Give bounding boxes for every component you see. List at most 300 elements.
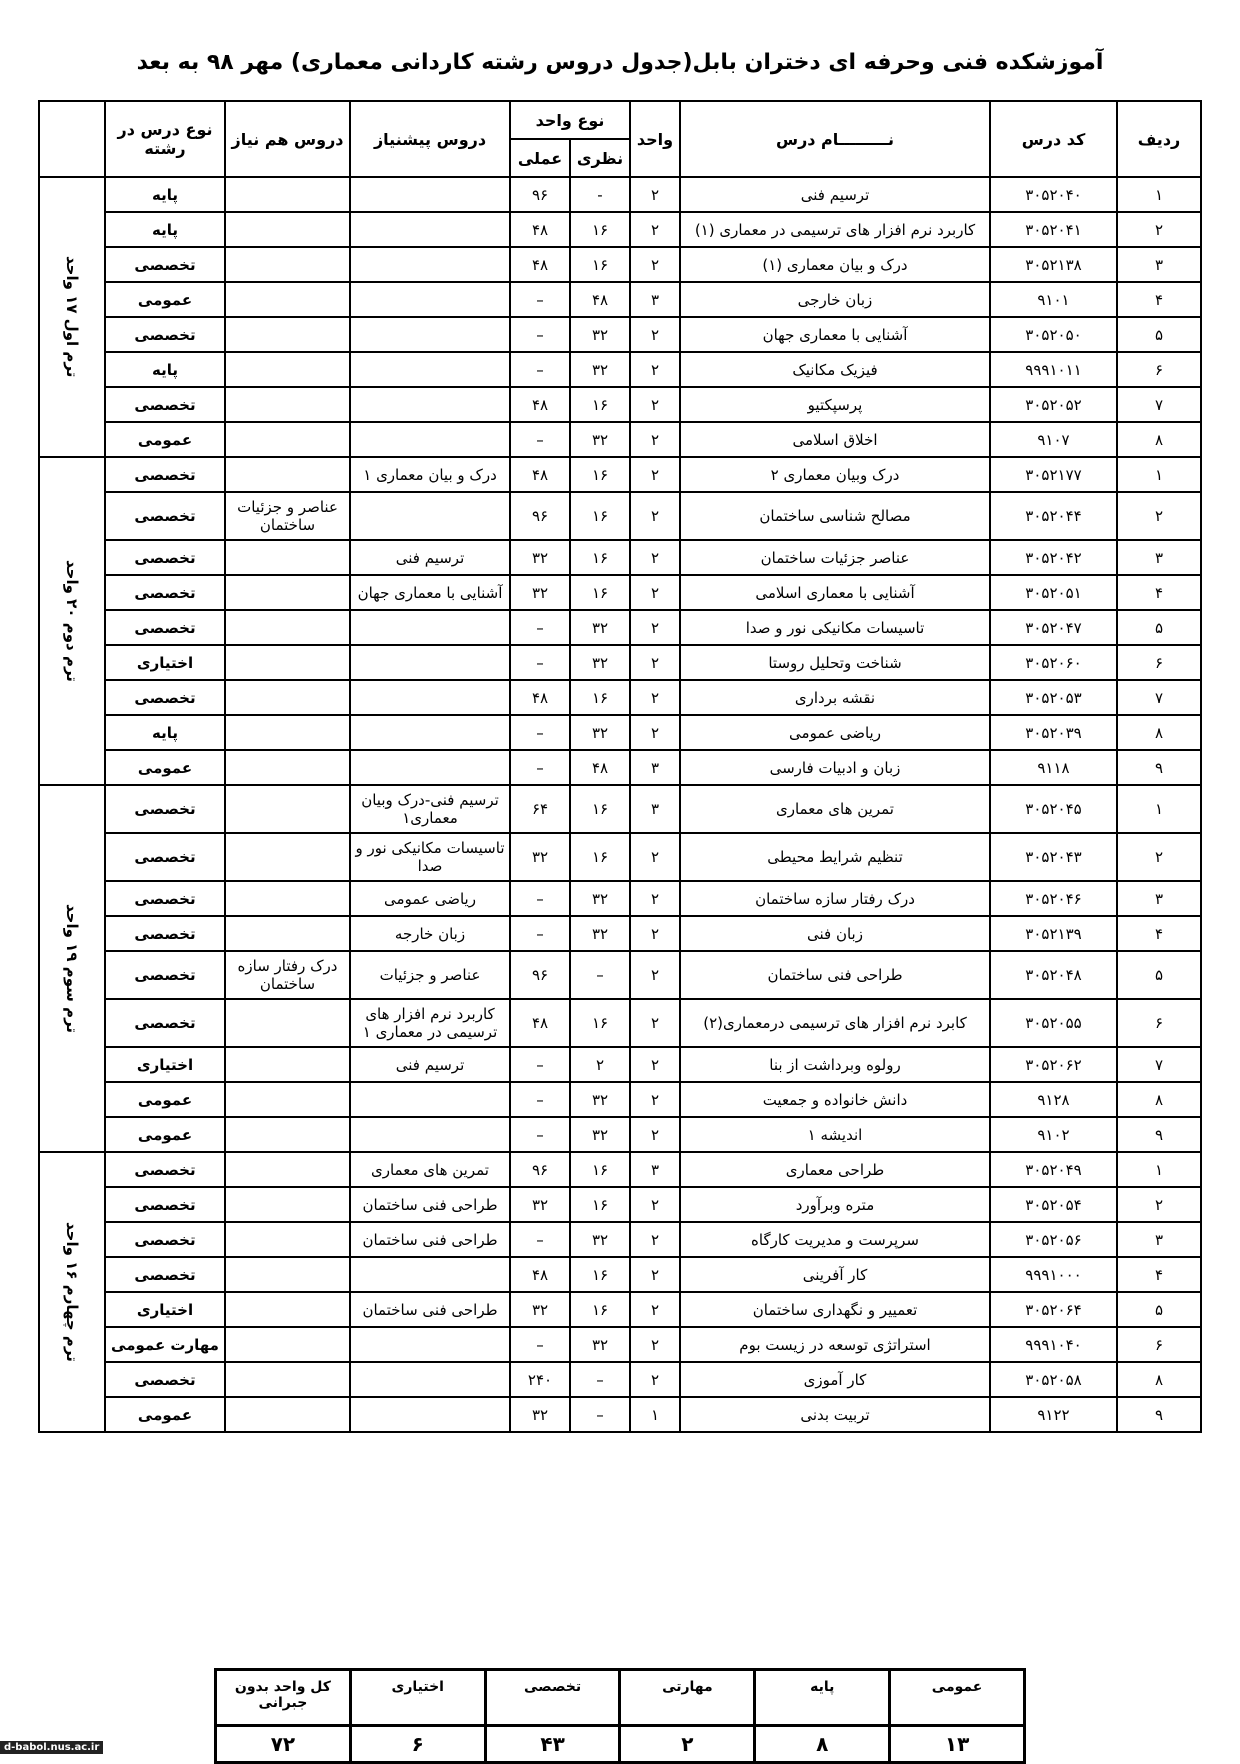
course-type-cell: اختیاری: [105, 645, 225, 680]
row-number-cell: ۲: [1117, 492, 1201, 540]
term-label: ترم سوم ۱۹ واحد: [63, 903, 81, 1034]
units-cell: ۲: [630, 540, 680, 575]
practical-hours-cell: ۴۸: [510, 212, 570, 247]
row-number-cell: ۶: [1117, 1327, 1201, 1362]
course-name-cell: دانش خانواده و جمعیت: [680, 1082, 990, 1117]
table-row: [39, 1117, 1201, 1152]
row-number-cell: ۳: [1117, 1222, 1201, 1257]
site-badge: d-babol.nus.ac.ir: [0, 1741, 103, 1754]
practical-hours-cell: ۴۸: [510, 387, 570, 422]
units-cell: ۲: [630, 1327, 680, 1362]
course-name-cell: ترسیم فنی: [680, 177, 990, 212]
corequisite-cell: [225, 833, 350, 881]
practical-hours-cell: –: [510, 610, 570, 645]
course-name-cell: اندیشه ۱: [680, 1117, 990, 1152]
course-type-cell: پایه: [105, 352, 225, 387]
theory-hours-cell: ۳۲: [570, 422, 630, 457]
practical-hours-cell: –: [510, 1327, 570, 1362]
row-number-cell: ۵: [1117, 610, 1201, 645]
prerequisite-cell: کاربرد نرم افزار های ترسیمی در معماری ۱: [350, 999, 510, 1047]
row-number-cell: ۵: [1117, 951, 1201, 999]
course-name-cell: کابرد نرم افزار های ترسیمی درمعماری(۲): [680, 999, 990, 1047]
row-number-cell: ۳: [1117, 540, 1201, 575]
table-row: [39, 247, 1201, 282]
course-name-cell: اخلاق اسلامی: [680, 422, 990, 457]
corequisite-cell: [225, 282, 350, 317]
prerequisite-cell: طراحی فنی ساختمان: [350, 1292, 510, 1327]
table-row: [39, 833, 1201, 881]
course-code-cell: ۳۰۵۲۰۵۵: [990, 999, 1117, 1047]
theory-hours-cell: ۱۶: [570, 540, 630, 575]
units-cell: ۲: [630, 715, 680, 750]
course-name-cell: درک رفتار سازه ساختمان: [680, 881, 990, 916]
course-code-cell: ۹۱۲۸: [990, 1082, 1117, 1117]
practical-hours-cell: ۹۶: [510, 1152, 570, 1187]
course-name-cell: زبان خارجی: [680, 282, 990, 317]
table-row: [39, 916, 1201, 951]
row-number-cell: ۹: [1117, 1117, 1201, 1152]
row-number-cell: ۵: [1117, 317, 1201, 352]
prerequisite-cell: [350, 1362, 510, 1397]
corequisite-cell: [225, 1257, 350, 1292]
practical-hours-cell: –: [510, 317, 570, 352]
course-type-cell: تخصصی: [105, 1187, 225, 1222]
theory-hours-cell: ۳۲: [570, 317, 630, 352]
table-row: [39, 282, 1201, 317]
course-code-cell: ۳۰۵۲۰۵۱: [990, 575, 1117, 610]
summary-label: تخصصی: [485, 1670, 620, 1726]
table-row: [39, 1222, 1201, 1257]
table-row: [39, 881, 1201, 916]
corequisite-cell: [225, 457, 350, 492]
course-name-cell: طراحی معماری: [680, 1152, 990, 1187]
corequisite-cell: [225, 1327, 350, 1362]
row-number-cell: ۷: [1117, 680, 1201, 715]
row-number-cell: ۲: [1117, 833, 1201, 881]
corequisite-cell: [225, 1187, 350, 1222]
corequisite-cell: [225, 1362, 350, 1397]
course-type-cell: پایه: [105, 177, 225, 212]
row-number-cell: ۱: [1117, 177, 1201, 212]
theory-hours-cell: ۳۲: [570, 352, 630, 387]
summary-value: ۴۳: [485, 1726, 620, 1763]
practical-hours-cell: ۴۸: [510, 1257, 570, 1292]
units-cell: ۲: [630, 352, 680, 387]
course-code-cell: ۳۰۵۲۰۴۰: [990, 177, 1117, 212]
course-table: [38, 100, 1202, 1433]
theory-hours-cell: ۱۶: [570, 1152, 630, 1187]
practical-hours-cell: ۳۲: [510, 833, 570, 881]
row-number-cell: ۴: [1117, 282, 1201, 317]
course-type-cell: تخصصی: [105, 1152, 225, 1187]
course-code-cell: ۹۹۹۱۰۴۰: [990, 1327, 1117, 1362]
row-number-cell: ۴: [1117, 916, 1201, 951]
header-prereq: دروس پیشنیاز: [350, 101, 510, 177]
course-type-cell: تخصصی: [105, 951, 225, 999]
course-type-cell: تخصصی: [105, 1222, 225, 1257]
course-type-cell: عمومی: [105, 1117, 225, 1152]
course-name-cell: تنظیم شرایط محیطی: [680, 833, 990, 881]
course-name-cell: عناصر جزئیات ساختمان: [680, 540, 990, 575]
corequisite-cell: [225, 387, 350, 422]
course-name-cell: زبان و ادبیات فارسی: [680, 750, 990, 785]
units-cell: ۲: [630, 177, 680, 212]
units-cell: ۲: [630, 317, 680, 352]
corequisite-cell: درک رفتار سازه ساختمان: [225, 951, 350, 999]
practical-hours-cell: –: [510, 645, 570, 680]
units-cell: ۲: [630, 680, 680, 715]
term-label-cell: [39, 457, 105, 785]
units-cell: ۲: [630, 422, 680, 457]
header-practical: عملی: [510, 139, 570, 177]
table-row: [39, 610, 1201, 645]
table-row: [39, 999, 1201, 1047]
practical-hours-cell: –: [510, 750, 570, 785]
units-cell: ۲: [630, 1257, 680, 1292]
course-name-cell: آشنایی با معماری اسلامی: [680, 575, 990, 610]
corequisite-cell: [225, 1047, 350, 1082]
row-number-cell: ۳: [1117, 881, 1201, 916]
theory-hours-cell: –: [570, 1362, 630, 1397]
practical-hours-cell: –: [510, 916, 570, 951]
theory-hours-cell: –: [570, 1397, 630, 1432]
row-number-cell: ۲: [1117, 212, 1201, 247]
prerequisite-cell: ترسیم فنی: [350, 540, 510, 575]
course-type-cell: تخصصی: [105, 540, 225, 575]
course-type-cell: تخصصی: [105, 387, 225, 422]
table-row: [39, 1257, 1201, 1292]
theory-hours-cell: ۱۶: [570, 387, 630, 422]
course-code-cell: ۳۰۵۲۱۳۹: [990, 916, 1117, 951]
course-type-cell: تخصصی: [105, 610, 225, 645]
summary-value: ۱۳: [890, 1726, 1025, 1763]
theory-hours-cell: ۳۲: [570, 645, 630, 680]
course-name-cell: تعمییر و نگهداری ساختمان: [680, 1292, 990, 1327]
course-name-cell: پرسپکتیو: [680, 387, 990, 422]
term-label-cell: [39, 785, 105, 1152]
prerequisite-cell: طراحی فنی ساختمان: [350, 1187, 510, 1222]
table-row: [39, 1397, 1201, 1432]
course-type-cell: تخصصی: [105, 785, 225, 833]
theory-hours-cell: ۳۲: [570, 1327, 630, 1362]
course-name-cell: درک وبیان معماری ۲: [680, 457, 990, 492]
course-type-cell: عمومی: [105, 1082, 225, 1117]
prerequisite-cell: آشنایی با معماری جهان: [350, 575, 510, 610]
row-number-cell: ۶: [1117, 645, 1201, 680]
table-row: [39, 492, 1201, 540]
row-number-cell: ۷: [1117, 387, 1201, 422]
prerequisite-cell: [350, 282, 510, 317]
units-cell: ۲: [630, 492, 680, 540]
summary-value: ۷۲: [216, 1726, 351, 1763]
corequisite-cell: [225, 881, 350, 916]
corequisite-cell: [225, 1082, 350, 1117]
course-code-cell: ۳۰۵۲۰۶۴: [990, 1292, 1117, 1327]
prerequisite-cell: [350, 212, 510, 247]
table-row: [39, 1327, 1201, 1362]
theory-hours-cell: ۳۲: [570, 610, 630, 645]
prerequisite-cell: ریاضی عمومی: [350, 881, 510, 916]
summary-value: ۶: [350, 1726, 485, 1763]
course-name-cell: کار آفرینی: [680, 1257, 990, 1292]
table-row: [39, 387, 1201, 422]
prerequisite-cell: [350, 1082, 510, 1117]
course-code-cell: ۳۰۵۲۰۵۳: [990, 680, 1117, 715]
theory-hours-cell: -: [570, 177, 630, 212]
course-code-cell: ۳۰۵۲۰۴۸: [990, 951, 1117, 999]
course-code-cell: ۳۰۵۲۰۵۶: [990, 1222, 1117, 1257]
units-cell: ۲: [630, 951, 680, 999]
term-label-cell: [39, 1152, 105, 1432]
practical-hours-cell: ۳۲: [510, 1292, 570, 1327]
theory-hours-cell: –: [570, 951, 630, 999]
course-code-cell: ۳۰۵۲۰۴۹: [990, 1152, 1117, 1187]
course-code-cell: ۳۰۵۲۰۴۶: [990, 881, 1117, 916]
theory-hours-cell: ۱۶: [570, 1257, 630, 1292]
row-number-cell: ۴: [1117, 575, 1201, 610]
course-type-cell: تخصصی: [105, 575, 225, 610]
theory-hours-cell: ۱۶: [570, 680, 630, 715]
row-number-cell: ۸: [1117, 715, 1201, 750]
header-code: کد درس: [990, 101, 1117, 177]
table-row: [39, 750, 1201, 785]
theory-hours-cell: ۱۶: [570, 457, 630, 492]
practical-hours-cell: ۳۲: [510, 575, 570, 610]
row-number-cell: ۳: [1117, 247, 1201, 282]
course-name-cell: رولوه وبرداشت از بنا: [680, 1047, 990, 1082]
corequisite-cell: [225, 1117, 350, 1152]
summary-label: کل واحد بدون جبرانی: [216, 1670, 351, 1726]
row-number-cell: ۱: [1117, 457, 1201, 492]
units-cell: ۲: [630, 881, 680, 916]
course-type-cell: عمومی: [105, 1397, 225, 1432]
prerequisite-cell: [350, 352, 510, 387]
course-name-cell: متره وبرآورد: [680, 1187, 990, 1222]
table-row: [39, 1082, 1201, 1117]
corequisite-cell: [225, 785, 350, 833]
corequisite-cell: [225, 999, 350, 1047]
corequisite-cell: [225, 1397, 350, 1432]
units-cell: ۲: [630, 247, 680, 282]
course-code-cell: ۳۰۵۲۰۵۰: [990, 317, 1117, 352]
course-name-cell: شناخت وتحلیل روستا: [680, 645, 990, 680]
prerequisite-cell: تاسیسات مکانیکی نور و صدا: [350, 833, 510, 881]
header-course-type: نوع درس در رشته: [105, 101, 225, 177]
page-title: آموزشکده فنی وحرفه ای دختران بابل(جدول دروس رشته کاردانی معماری) مهر ۹۸ به بعد: [136, 50, 1104, 75]
prerequisite-cell: [350, 247, 510, 282]
practical-hours-cell: ۹۶: [510, 177, 570, 212]
practical-hours-cell: ۶۴: [510, 785, 570, 833]
course-name-cell: طراحی فنی ساختمان: [680, 951, 990, 999]
prerequisite-cell: [350, 1257, 510, 1292]
practical-hours-cell: –: [510, 282, 570, 317]
course-name-cell: مصالح شناسی ساختمان: [680, 492, 990, 540]
corequisite-cell: [225, 1222, 350, 1257]
corequisite-cell: [225, 422, 350, 457]
row-number-cell: ۸: [1117, 1082, 1201, 1117]
theory-hours-cell: ۱۶: [570, 212, 630, 247]
prerequisite-cell: [350, 422, 510, 457]
units-cell: ۳: [630, 785, 680, 833]
course-type-cell: عمومی: [105, 422, 225, 457]
table-row: [39, 212, 1201, 247]
row-number-cell: ۸: [1117, 1362, 1201, 1397]
course-code-cell: ۳۰۵۲۰۵۲: [990, 387, 1117, 422]
course-code-cell: ۳۰۵۲۰۶۲: [990, 1047, 1117, 1082]
practical-hours-cell: ۴۸: [510, 247, 570, 282]
row-number-cell: ۱: [1117, 785, 1201, 833]
practical-hours-cell: –: [510, 881, 570, 916]
course-code-cell: ۹۱۰۲: [990, 1117, 1117, 1152]
corequisite-cell: [225, 317, 350, 352]
practical-hours-cell: ۴۸: [510, 999, 570, 1047]
course-name-cell: فیزیک مکانیک: [680, 352, 990, 387]
table-row: [39, 1152, 1201, 1187]
prerequisite-cell: [350, 177, 510, 212]
summary-label: پایه: [755, 1670, 890, 1726]
row-number-cell: ۱: [1117, 1152, 1201, 1187]
table-row: [39, 540, 1201, 575]
prerequisite-cell: [350, 750, 510, 785]
prerequisite-cell: [350, 645, 510, 680]
summary-value: ۲: [620, 1726, 755, 1763]
row-number-cell: ۷: [1117, 1047, 1201, 1082]
units-cell: ۲: [630, 916, 680, 951]
course-code-cell: ۳۰۵۲۰۳۹: [990, 715, 1117, 750]
corequisite-cell: [225, 750, 350, 785]
table-row: [39, 951, 1201, 999]
course-table-body: [39, 177, 1201, 1432]
table-row: [39, 645, 1201, 680]
table-row: [39, 1047, 1201, 1082]
units-cell: ۳: [630, 1152, 680, 1187]
corequisite-cell: [225, 352, 350, 387]
course-code-cell: ۳۰۵۲۰۴۲: [990, 540, 1117, 575]
header-unit-type: نوع واحد: [510, 101, 630, 139]
theory-hours-cell: ۳۲: [570, 1117, 630, 1152]
corequisite-cell: [225, 1292, 350, 1327]
practical-hours-cell: ۴۸: [510, 680, 570, 715]
practical-hours-cell: –: [510, 1222, 570, 1257]
course-type-cell: تخصصی: [105, 247, 225, 282]
theory-hours-cell: ۳۲: [570, 715, 630, 750]
course-type-cell: تخصصی: [105, 680, 225, 715]
units-cell: ۲: [630, 1082, 680, 1117]
course-name-cell: تاسیسات مکانیکی نور و صدا: [680, 610, 990, 645]
theory-hours-cell: ۴۸: [570, 282, 630, 317]
header-row: [39, 101, 1201, 139]
units-cell: ۲: [630, 575, 680, 610]
units-cell: ۲: [630, 457, 680, 492]
practical-hours-cell: –: [510, 1082, 570, 1117]
practical-hours-cell: ۳۲: [510, 1397, 570, 1432]
prerequisite-cell: زبان خارجه: [350, 916, 510, 951]
course-name-cell: تربیت بدنی: [680, 1397, 990, 1432]
units-cell: ۲: [630, 1117, 680, 1152]
theory-hours-cell: ۳۲: [570, 1082, 630, 1117]
prerequisite-cell: ترسیم فنی-درک وبیان معماری۱: [350, 785, 510, 833]
course-type-cell: پایه: [105, 212, 225, 247]
theory-hours-cell: ۳۲: [570, 916, 630, 951]
course-name-cell: درک و بیان معماری (۱): [680, 247, 990, 282]
theory-hours-cell: ۲: [570, 1047, 630, 1082]
prerequisite-cell: [350, 317, 510, 352]
course-type-cell: تخصصی: [105, 916, 225, 951]
practical-hours-cell: –: [510, 715, 570, 750]
practical-hours-cell: ۴۸: [510, 457, 570, 492]
practical-hours-cell: –: [510, 352, 570, 387]
theory-hours-cell: ۱۶: [570, 575, 630, 610]
practical-hours-cell: ۲۴۰: [510, 1362, 570, 1397]
practical-hours-cell: ۳۲: [510, 540, 570, 575]
table-row: [39, 1362, 1201, 1397]
units-cell: ۳: [630, 282, 680, 317]
course-code-cell: ۳۰۵۲۰۴۱: [990, 212, 1117, 247]
table-row: [39, 352, 1201, 387]
course-type-cell: تخصصی: [105, 317, 225, 352]
course-name-cell: ریاضی عمومی: [680, 715, 990, 750]
prerequisite-cell: طراحی فنی ساختمان: [350, 1222, 510, 1257]
row-number-cell: ۴: [1117, 1257, 1201, 1292]
course-name-cell: نقشه برداری: [680, 680, 990, 715]
corequisite-cell: [225, 212, 350, 247]
units-cell: ۲: [630, 1362, 680, 1397]
units-cell: ۲: [630, 212, 680, 247]
summary-label: عمومی: [890, 1670, 1025, 1726]
prerequisite-cell: [350, 1397, 510, 1432]
prerequisite-cell: [350, 680, 510, 715]
header-row-no: ردیف: [1117, 101, 1201, 177]
header-term: [39, 101, 105, 177]
practical-hours-cell: –: [510, 1117, 570, 1152]
units-cell: ۲: [630, 645, 680, 680]
table-row: [39, 177, 1201, 212]
row-number-cell: ۹: [1117, 750, 1201, 785]
units-cell: ۲: [630, 610, 680, 645]
course-code-cell: ۹۱۲۲: [990, 1397, 1117, 1432]
course-code-cell: ۹۱۰۱: [990, 282, 1117, 317]
summary-value: ۸: [755, 1726, 890, 1763]
row-number-cell: ۸: [1117, 422, 1201, 457]
corequisite-cell: [225, 715, 350, 750]
theory-hours-cell: ۴۸: [570, 750, 630, 785]
corequisite-cell: [225, 610, 350, 645]
term-label-cell: [39, 177, 105, 457]
course-type-cell: تخصصی: [105, 1362, 225, 1397]
course-code-cell: ۳۰۵۲۰۵۴: [990, 1187, 1117, 1222]
units-cell: ۲: [630, 833, 680, 881]
course-type-cell: تخصصی: [105, 457, 225, 492]
table-row: [39, 422, 1201, 457]
units-cell: ۲: [630, 1047, 680, 1082]
course-name-cell: کار آموزی: [680, 1362, 990, 1397]
prerequisite-cell: [350, 610, 510, 645]
header-name: نـــــــــام درس: [680, 101, 990, 177]
row-number-cell: ۹: [1117, 1397, 1201, 1432]
row-number-cell: ۵: [1117, 1292, 1201, 1327]
course-code-cell: ۹۱۰۷: [990, 422, 1117, 457]
course-code-cell: ۳۰۵۲۰۴۳: [990, 833, 1117, 881]
course-type-cell: عمومی: [105, 750, 225, 785]
course-code-cell: ۳۰۵۲۱۷۷: [990, 457, 1117, 492]
row-number-cell: ۶: [1117, 999, 1201, 1047]
units-cell: ۲: [630, 1222, 680, 1257]
course-code-cell: ۹۹۹۱۰۰۰: [990, 1257, 1117, 1292]
corequisite-cell: عناصر و جزئیات ساختمان: [225, 492, 350, 540]
course-code-cell: ۹۱۱۸: [990, 750, 1117, 785]
course-type-cell: تخصصی: [105, 833, 225, 881]
theory-hours-cell: ۳۲: [570, 1222, 630, 1257]
